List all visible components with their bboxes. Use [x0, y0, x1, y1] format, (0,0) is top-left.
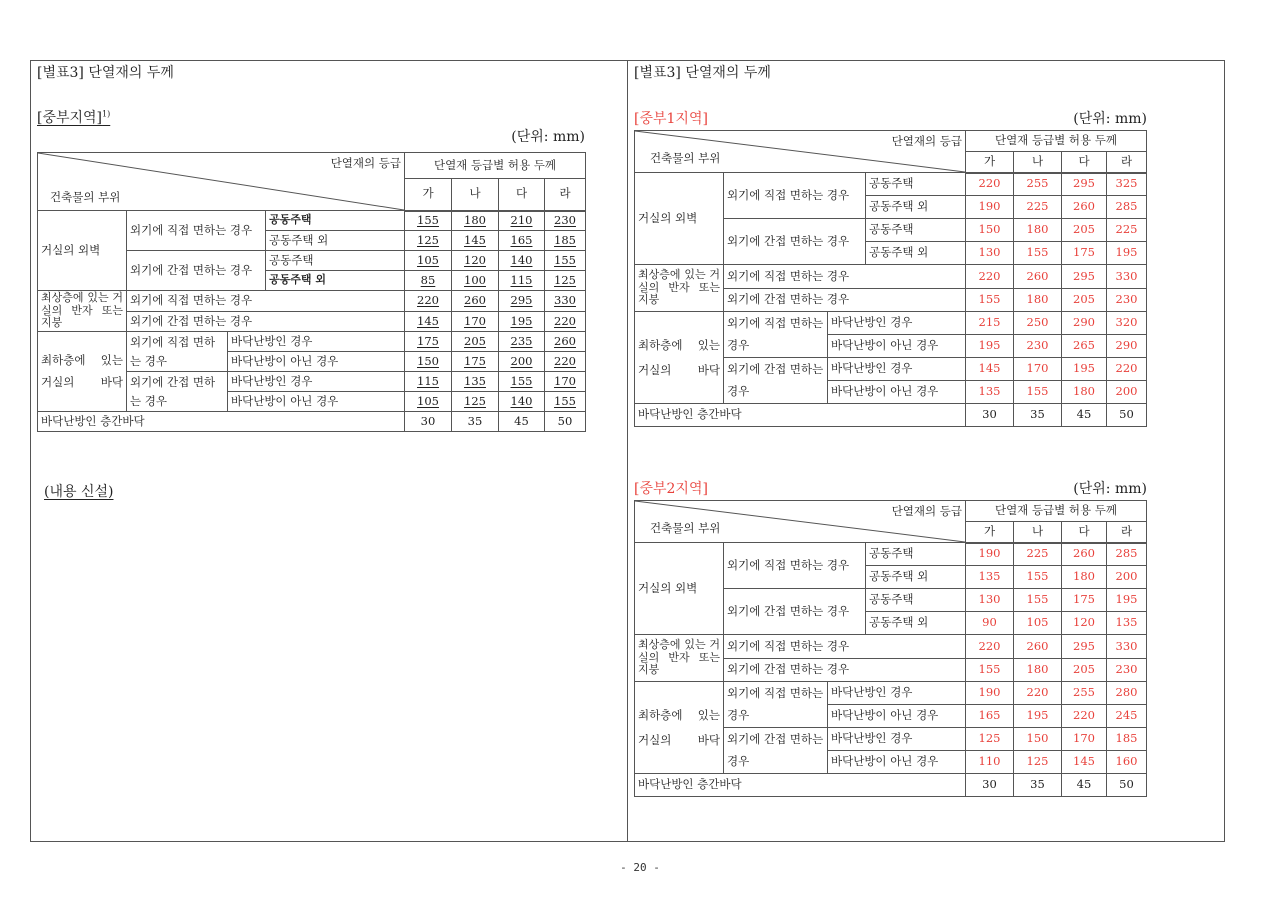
value-cell: 170	[1014, 358, 1062, 381]
value-cell: 225	[1014, 196, 1062, 219]
row-label-apt: 공동주택	[866, 219, 966, 242]
row-label-wall-direct: 외기에 직접 면하는 경우	[127, 211, 266, 251]
value-cell: 155	[499, 372, 545, 392]
table-diagonal-header	[38, 153, 405, 211]
grade-header: 라	[1107, 522, 1147, 543]
value-cell: 195	[1107, 589, 1147, 612]
value-cell: 105	[405, 251, 452, 271]
row-label-non-ondol: 바닥난방이 아닌 경우	[228, 352, 405, 372]
grade-header: 라	[545, 179, 586, 211]
row-label-wall-direct: 외기에 직접 면하는 경우	[724, 173, 866, 219]
value-cell: 200	[1107, 381, 1147, 404]
value-cell: 260	[1014, 635, 1062, 659]
value-cell: 30	[966, 774, 1014, 797]
row-label-roof: 최상층에 있는 거실의 반자 또는 지붕	[635, 265, 724, 312]
value-cell: 260	[1014, 265, 1062, 289]
value-cell: 135	[1107, 612, 1147, 635]
table-diagonal-header	[635, 501, 966, 543]
value-cell: 35	[452, 412, 499, 432]
value-cell: 125	[452, 392, 499, 412]
value-cell: 195	[966, 335, 1014, 358]
row-label-wall: 거실의 외벽	[38, 211, 127, 291]
value-cell: 155	[1014, 589, 1062, 612]
row-label-non-apt: 공동주택 외	[866, 242, 966, 265]
value-cell: 155	[966, 289, 1014, 312]
value-cell: 195	[1062, 358, 1107, 381]
row-label-roof-indirect: 외기에 간접 면하는 경우	[724, 659, 966, 682]
value-cell: 290	[1062, 312, 1107, 335]
grade-header: 나	[1014, 152, 1062, 173]
value-cell: 215	[966, 312, 1014, 335]
value-cell: 125	[545, 271, 586, 291]
value-cell: 220	[1107, 358, 1147, 381]
row-label-mid-floor: 바닥난방인 층간바닥	[635, 774, 966, 797]
row-label-non-apt: 공동주택 외	[266, 271, 405, 291]
value-cell: 45	[1062, 774, 1107, 797]
value-cell: 220	[1014, 682, 1062, 705]
grade-axis-label: 단열재의 등급	[891, 134, 962, 148]
left-unit: (단위: mm)	[511, 129, 585, 145]
value-cell: 150	[405, 352, 452, 372]
header-group: 단열재 등급별 허용 두께	[966, 501, 1147, 522]
value-cell: 260	[452, 291, 499, 312]
part-axis-label: 건축물의 부위	[650, 521, 721, 536]
row-label-apt: 공동주택	[866, 589, 966, 612]
value-cell: 50	[545, 412, 586, 432]
value-cell: 125	[405, 231, 452, 251]
region2-thickness-table	[634, 500, 1147, 797]
grade-header: 나	[452, 179, 499, 211]
row-label-floor: 최하층에 있는 거실의 바닥	[38, 332, 127, 412]
row-label-floor: 최하층에 있는 거실의 바닥	[635, 312, 724, 404]
row-label-floor-direct: 외기에 직접 면하는 경우	[724, 682, 828, 728]
row-label-non-ondol: 바닥난방이 아닌 경우	[828, 751, 966, 774]
row-label-floor-direct: 외기에 직접 면하는 경우	[724, 312, 828, 358]
row-label-ondol: 바닥난방인 경우	[828, 312, 966, 335]
grade-header: 라	[1107, 152, 1147, 173]
row-label-non-apt: 공동주택 외	[866, 612, 966, 635]
value-cell: 115	[499, 271, 545, 291]
value-cell: 155	[545, 251, 586, 271]
row-label-non-apt: 공동주택 외	[266, 231, 405, 251]
value-cell: 180	[1062, 381, 1107, 404]
value-cell: 330	[545, 291, 586, 312]
row-label-ondol: 바닥난방인 경우	[828, 728, 966, 751]
row-label-roof-direct: 외기에 직접 면하는 경우	[724, 265, 966, 289]
value-cell: 35	[1014, 774, 1062, 797]
grade-header: 가	[966, 152, 1014, 173]
value-cell: 230	[1107, 289, 1147, 312]
value-cell: 140	[499, 392, 545, 412]
value-cell: 155	[1014, 242, 1062, 265]
row-label-roof-direct: 외기에 직접 면하는 경우	[724, 635, 966, 659]
value-cell: 150	[1014, 728, 1062, 751]
value-cell: 35	[1014, 404, 1062, 427]
value-cell: 230	[545, 211, 586, 231]
value-cell: 125	[966, 728, 1014, 751]
value-cell: 45	[1062, 404, 1107, 427]
value-cell: 225	[1107, 219, 1147, 242]
right-title: [별표3] 단열재의 두께	[634, 65, 771, 81]
row-label-mid-floor: 바닥난방인 층간바닥	[635, 404, 966, 427]
value-cell: 185	[545, 231, 586, 251]
value-cell: 205	[452, 332, 499, 352]
value-cell: 255	[1014, 173, 1062, 196]
value-cell: 150	[966, 219, 1014, 242]
value-cell: 155	[1014, 381, 1062, 404]
value-cell: 205	[1062, 289, 1107, 312]
value-cell: 295	[1062, 635, 1107, 659]
value-cell: 135	[452, 372, 499, 392]
value-cell: 225	[1014, 543, 1062, 566]
value-cell: 180	[1062, 566, 1107, 589]
value-cell: 190	[966, 196, 1014, 219]
row-label-ondol: 바닥난방인 경우	[828, 682, 966, 705]
value-cell: 120	[1062, 612, 1107, 635]
value-cell: 185	[1107, 728, 1147, 751]
row-label-roof: 최상층에 있는 거실의 반자 또는 지붕	[38, 291, 127, 332]
grade-header: 다	[1062, 152, 1107, 173]
region2-unit: (단위: mm)	[1073, 481, 1147, 497]
grade-header: 가	[966, 522, 1014, 543]
value-cell: 105	[1014, 612, 1062, 635]
grade-header: 나	[1014, 522, 1062, 543]
value-cell: 205	[1062, 659, 1107, 682]
row-label-roof-direct: 외기에 직접 면하는 경우	[127, 291, 405, 312]
row-label-roof-indirect: 외기에 간접 면하는 경우	[724, 289, 966, 312]
value-cell: 180	[1014, 659, 1062, 682]
value-cell: 205	[1062, 219, 1107, 242]
grade-axis-label: 단열재의 등급	[330, 156, 401, 170]
grade-header: 가	[405, 179, 452, 211]
value-cell: 220	[1062, 705, 1107, 728]
value-cell: 190	[966, 682, 1014, 705]
value-cell: 290	[1107, 335, 1147, 358]
region1-thickness-table	[634, 130, 1147, 427]
value-cell: 45	[499, 412, 545, 432]
value-cell: 100	[452, 271, 499, 291]
value-cell: 145	[966, 358, 1014, 381]
value-cell: 260	[1062, 543, 1107, 566]
value-cell: 145	[405, 312, 452, 332]
value-cell: 285	[1107, 196, 1147, 219]
value-cell: 230	[1014, 335, 1062, 358]
value-cell: 125	[1014, 751, 1062, 774]
row-label-mid-floor: 바닥난방인 층간바닥	[38, 412, 405, 432]
row-label-wall-indirect: 외기에 간접 면하는 경우	[724, 219, 866, 265]
value-cell: 130	[966, 589, 1014, 612]
value-cell: 175	[452, 352, 499, 372]
grade-axis-label: 단열재의 등급	[891, 504, 962, 518]
value-cell: 200	[1107, 566, 1147, 589]
value-cell: 155	[405, 211, 452, 231]
row-label-floor-indirect: 외기에 간접 면하는 경우	[724, 728, 828, 774]
row-label-ondol: 바닥난방인 경우	[228, 372, 405, 392]
value-cell: 105	[405, 392, 452, 412]
value-cell: 175	[1062, 589, 1107, 612]
value-cell: 195	[1014, 705, 1062, 728]
table-diagonal-header	[635, 131, 966, 173]
row-label-floor-direct: 외기에 직접 면하는 경우	[127, 332, 228, 372]
value-cell: 200	[499, 352, 545, 372]
part-axis-label: 건축물의 부위	[650, 151, 721, 166]
value-cell: 220	[966, 173, 1014, 196]
region1-label: [중부1지역]	[634, 111, 708, 127]
grade-header: 다	[1062, 522, 1107, 543]
value-cell: 30	[405, 412, 452, 432]
row-label-apt: 공동주택	[866, 543, 966, 566]
value-cell: 30	[966, 404, 1014, 427]
value-cell: 330	[1107, 265, 1147, 289]
value-cell: 165	[966, 705, 1014, 728]
row-label-non-ondol: 바닥난방이 아닌 경우	[228, 392, 405, 412]
value-cell: 120	[452, 251, 499, 271]
value-cell: 85	[405, 271, 452, 291]
value-cell: 255	[1062, 682, 1107, 705]
value-cell: 285	[1107, 543, 1147, 566]
left-title: [별표3] 단열재의 두께	[37, 65, 174, 81]
value-cell: 165	[499, 231, 545, 251]
row-label-ondol: 바닥난방인 경우	[828, 358, 966, 381]
region2-label: [중부2지역]	[634, 481, 708, 497]
row-label-wall-direct: 외기에 직접 면하는 경우	[724, 543, 866, 589]
value-cell: 180	[1014, 289, 1062, 312]
value-cell: 145	[1062, 751, 1107, 774]
row-label-wall-indirect: 외기에 간접 면하는 경우	[127, 251, 266, 291]
new-content-note: (내용 신설)	[44, 484, 114, 500]
value-cell: 320	[1107, 312, 1147, 335]
value-cell: 160	[1107, 751, 1147, 774]
value-cell: 280	[1107, 682, 1147, 705]
value-cell: 180	[1014, 219, 1062, 242]
value-cell: 175	[405, 332, 452, 352]
value-cell: 130	[966, 242, 1014, 265]
region1-unit: (단위: mm)	[1073, 111, 1147, 127]
value-cell: 110	[966, 751, 1014, 774]
row-label-ondol: 바닥난방인 경우	[228, 332, 405, 352]
row-label-roof-indirect: 외기에 간접 면하는 경우	[127, 312, 405, 332]
value-cell: 135	[966, 381, 1014, 404]
left-region-heading	[37, 107, 110, 127]
value-cell: 220	[966, 265, 1014, 289]
value-cell: 190	[966, 543, 1014, 566]
row-label-apt: 공동주택	[266, 211, 405, 231]
value-cell: 170	[452, 312, 499, 332]
value-cell: 295	[1062, 173, 1107, 196]
value-cell: 175	[1062, 242, 1107, 265]
value-cell: 295	[1062, 265, 1107, 289]
row-label-wall: 거실의 외벽	[635, 173, 724, 265]
value-cell: 235	[499, 332, 545, 352]
row-label-non-ondol: 바닥난방이 아닌 경우	[828, 381, 966, 404]
value-cell: 250	[1014, 312, 1062, 335]
value-cell: 115	[405, 372, 452, 392]
value-cell: 330	[1107, 635, 1147, 659]
value-cell: 265	[1062, 335, 1107, 358]
value-cell: 230	[1107, 659, 1147, 682]
value-cell: 195	[1107, 242, 1147, 265]
row-label-apt: 공동주택	[266, 251, 405, 271]
value-cell: 220	[545, 312, 586, 332]
value-cell: 50	[1107, 404, 1147, 427]
value-cell: 170	[545, 372, 586, 392]
header-group: 단열재 등급별 허용 두께	[405, 153, 586, 179]
left-thickness-table	[37, 152, 586, 432]
row-label-roof: 최상층에 있는 거실의 반자 또는 지붕	[635, 635, 724, 682]
value-cell: 145	[452, 231, 499, 251]
value-cell: 295	[499, 291, 545, 312]
value-cell: 90	[966, 612, 1014, 635]
value-cell: 140	[499, 251, 545, 271]
value-cell: 50	[1107, 774, 1147, 797]
value-cell: 245	[1107, 705, 1147, 728]
value-cell: 155	[966, 659, 1014, 682]
value-cell: 260	[1062, 196, 1107, 219]
row-label-non-ondol: 바닥난방이 아닌 경우	[828, 335, 966, 358]
row-label-non-apt: 공동주택 외	[866, 566, 966, 589]
value-cell: 135	[966, 566, 1014, 589]
left-region-label: [중부지역]	[37, 110, 103, 126]
grade-header: 다	[499, 179, 545, 211]
page-number: - 20 -	[620, 861, 660, 874]
row-label-wall-indirect: 외기에 간접 면하는 경우	[724, 589, 866, 635]
column-divider	[627, 60, 628, 842]
value-cell: 220	[966, 635, 1014, 659]
row-label-apt: 공동주택	[866, 173, 966, 196]
part-axis-label: 건축물의 부위	[50, 190, 121, 205]
value-cell: 155	[545, 392, 586, 412]
footnote-marker: 1)	[102, 109, 111, 119]
row-label-non-apt: 공동주택 외	[866, 196, 966, 219]
value-cell: 155	[1014, 566, 1062, 589]
value-cell: 325	[1107, 173, 1147, 196]
value-cell: 180	[452, 211, 499, 231]
value-cell: 195	[499, 312, 545, 332]
value-cell: 210	[499, 211, 545, 231]
value-cell: 220	[405, 291, 452, 312]
value-cell: 170	[1062, 728, 1107, 751]
value-cell: 260	[545, 332, 586, 352]
value-cell: 220	[545, 352, 586, 372]
row-label-floor-indirect: 외기에 간접 면하는 경우	[724, 358, 828, 404]
header-group: 단열재 등급별 허용 두께	[966, 131, 1147, 152]
row-label-wall: 거실의 외벽	[635, 543, 724, 635]
row-label-floor: 최하층에 있는 거실의 바닥	[635, 682, 724, 774]
row-label-non-ondol: 바닥난방이 아닌 경우	[828, 705, 966, 728]
row-label-floor-indirect: 외기에 간접 면하는 경우	[127, 372, 228, 412]
